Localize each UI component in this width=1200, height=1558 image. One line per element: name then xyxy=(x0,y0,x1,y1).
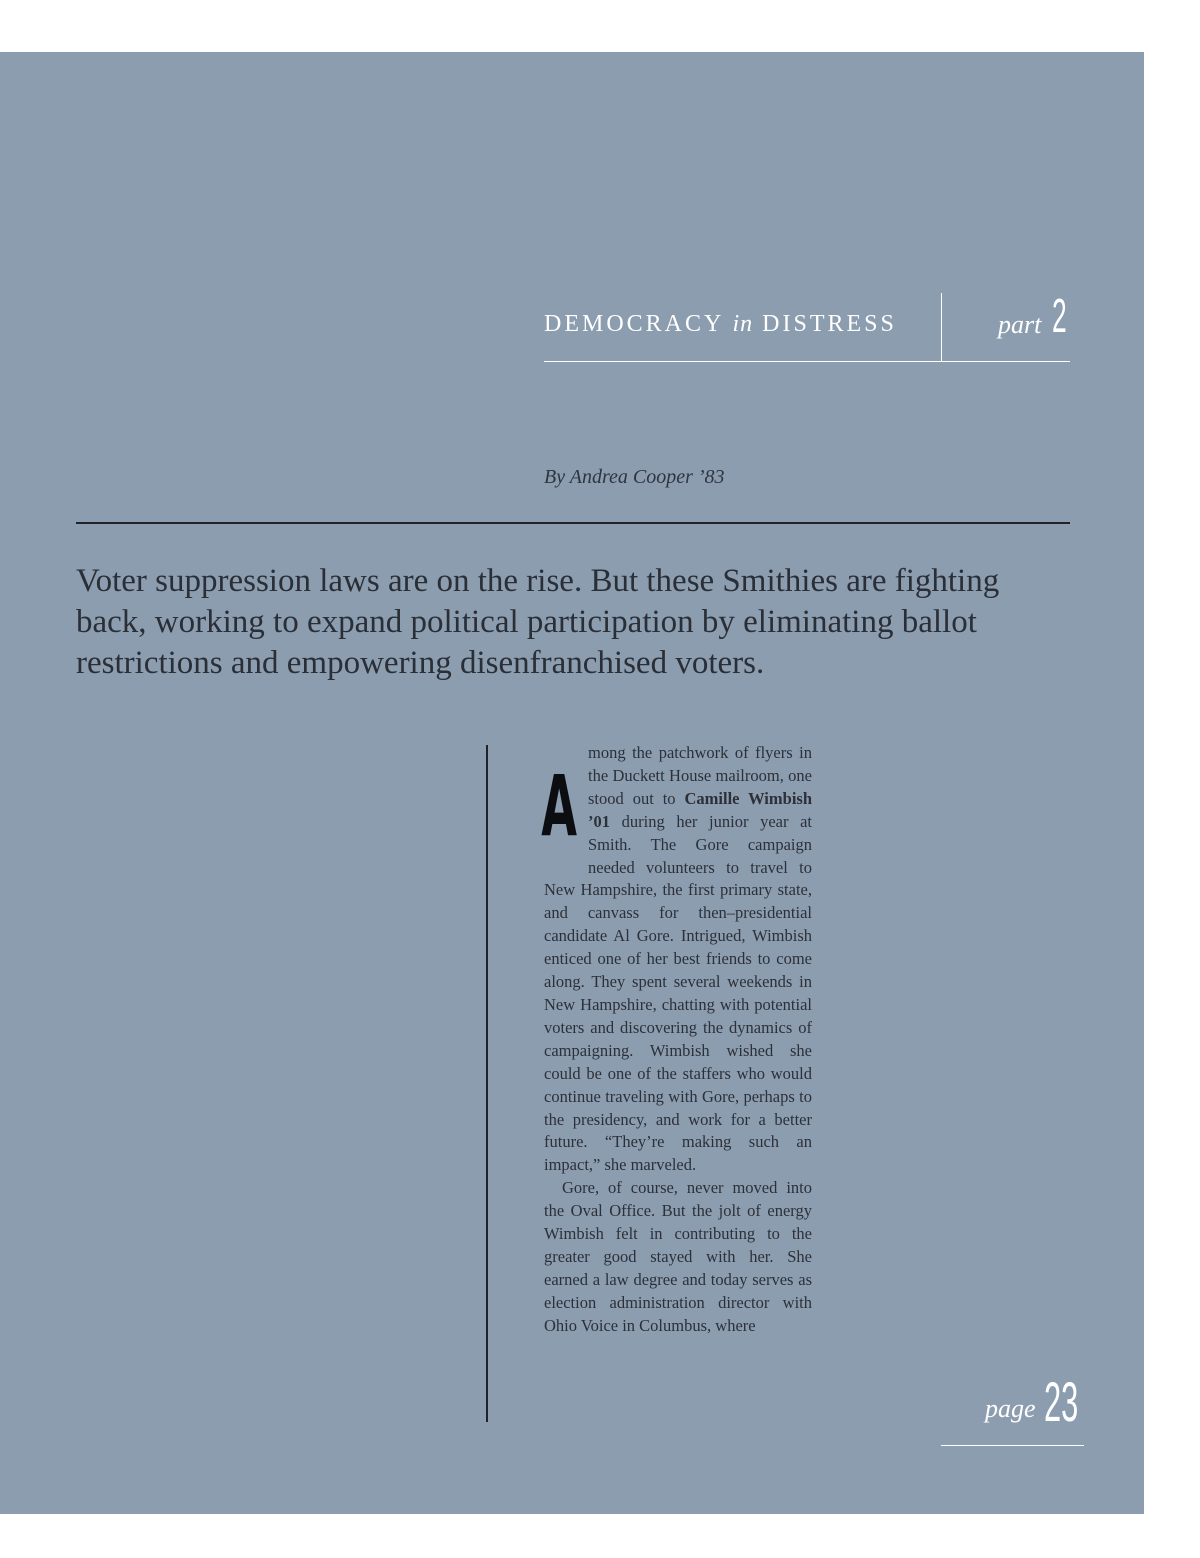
page-number: 23 xyxy=(1044,1370,1079,1433)
part-label: part xyxy=(998,310,1042,339)
paragraph-1-start: mong the patchwork of flyers in the Duckett House mailroom, one stood out to xyxy=(588,743,812,808)
section-title-part1: DEMOCRACY xyxy=(544,311,724,337)
header-divider xyxy=(941,293,942,362)
paragraph-2: Gore, of course, never moved into the Oval Office. But the jolt of energy Wimbish felt in contributing to the greater good stayed with her. She earned a law degree and today serves as election administration director with Ohio Voice in Columbus, where xyxy=(544,1178,812,1335)
drop-cap: A xyxy=(541,757,578,855)
paragraph-1 xyxy=(541,742,812,1177)
paragraph-1-rest: during her junior year at Smith. The Gore campaign needed volunteers to travel to New Hampshire, the first primary state, and canvass for then–presidential candidate Al Gore. Intrigued, Wimbish enticed one of her best friends to come along. They spent several weekends in New Hampshire, chatting with potential voters and discovering the dynamics of campaigning. Wimbish wished she could be one of the staffers who would continue traveling with Gore, perhaps to the presidency, and work for a better future. “They’re making such an impact,” she marveled. xyxy=(544,811,812,1175)
section-title-in: in xyxy=(732,311,754,337)
section-title-part2: DISTRESS xyxy=(762,311,897,337)
page-label: page xyxy=(985,1394,1036,1423)
article-body xyxy=(541,742,812,1338)
main-divider xyxy=(76,522,1070,524)
byline: By Andrea Cooper ’83 xyxy=(544,466,725,488)
part-number: 2 xyxy=(1052,290,1067,343)
page-underline xyxy=(941,1445,1084,1446)
section-title xyxy=(544,311,924,338)
deck-text: Voter suppression laws are on the rise. But these Smithies are fighting back, working to expand political participation by eliminating ballot restrictions and empowering disenfranchised voters. xyxy=(76,563,1000,681)
header-underline xyxy=(544,361,1070,362)
person-name: Camille Wimbish ’01 xyxy=(588,788,812,831)
column-rule xyxy=(486,745,488,1422)
